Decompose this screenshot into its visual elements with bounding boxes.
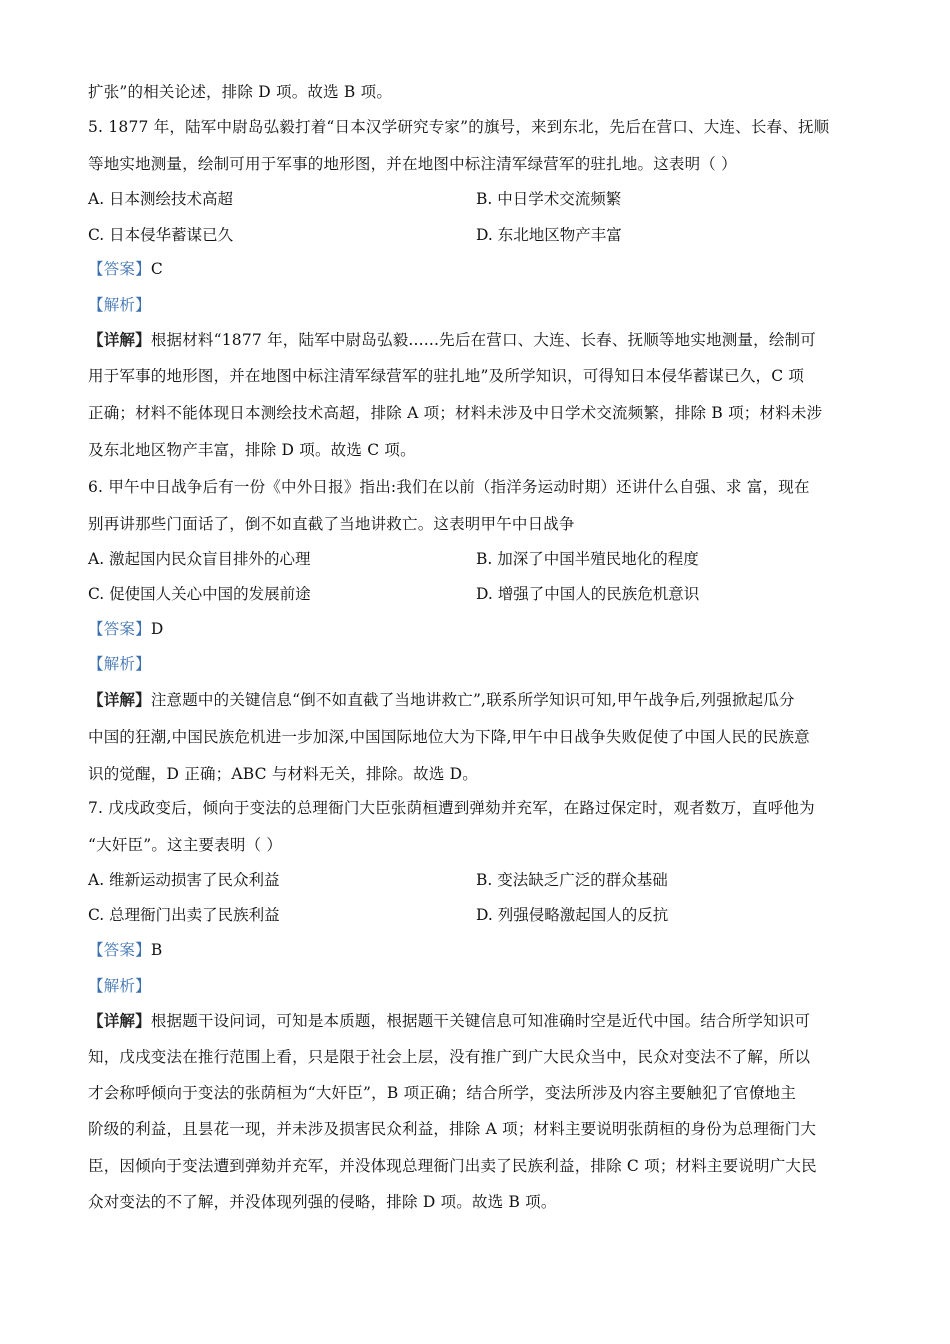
q5-answer-value: C [150,260,163,278]
q5-answer [88,259,868,279]
q5-stem-line-2: 等地实地测量，绘制可用于军事的地形图，并在地图中标注清军绿营军的驻扎地。这表明（ ） [88,155,737,173]
q7-answer [88,940,868,960]
q7-stem-line-2: “大奸臣”。这主要表明（ ） [88,836,283,854]
q6-answer [88,619,868,639]
intro-line: 扩张”的相关论述，排除 D 项。故选 B 项。 [88,83,393,101]
answer-tag: 【答案】 [88,941,151,959]
q6-detail-line-3: 识的觉醒，D 正确；ABC 与材料无关，排除。故选 D。 [88,765,478,783]
q6-option-d: D. 增强了中国人的民族危机意识 [476,585,700,603]
q6-answer-value: D [150,620,164,638]
detail-tag: 【详解】 [88,690,151,709]
q5-analysis-tag [88,295,868,315]
q5-option-d: D. 东北地区物产丰富 [476,226,622,244]
answer-tag: 【答案】 [88,620,151,638]
detail-tag: 【详解】 [88,330,151,349]
q7-answer-value: B [150,941,163,959]
q5-detail-line-2: 用于军事的地形图，并在地图中标注清军绿营军的驻扎地”及所学知识，可得知日本侵华蓄谋已久，C 项 [88,367,805,385]
detail-tag: 【详解】 [88,1011,151,1030]
q7-detail-line-2: 知，戊戌变法在推行范围上看，只是限于社会上层，没有推广到广大民众当中，民众对变法不了解，所以 [88,1048,811,1066]
q7-option-c: C. 总理衙门出卖了民族利益 [88,906,280,924]
q7-analysis-tag [88,976,868,996]
q5-option-c: C. 日本侵华蓄谋已久 [88,226,234,244]
q6-detail-line-2: 中国的狂潮,中国民族危机进一步加深,中国国际地位大为下降,甲午中日战争失败促使了中国人民的民族意 [88,728,810,746]
q5-option-a: A. 日本测绘技术高超 [88,190,234,208]
q7-option-d: D. 列强侵略激起国人的反抗 [476,906,669,924]
q5-detail-line-3: 正确；材料不能体现日本测绘技术高超，排除 A 项；材料未涉及中日学术交流频繁，排除 B 项；材料未涉 [88,404,823,422]
answer-tag: 【答案】 [88,260,151,278]
q6-option-b: B. 加深了中国半殖民地化的程度 [476,550,699,568]
q6-option-c: C. 促使国人关心中国的发展前途 [88,585,311,603]
q6-detail-line-1 [88,690,868,710]
q5-detail-text-1: 根据材料“1877 年，陆军中尉岛弘毅......先后在营口、大连、长春、抚顺等地实地测量，绘制可 [150,331,816,349]
q5-detail-line-1 [88,330,868,350]
analysis-tag: 【解析】 [88,296,151,314]
q6-stem-line-1: 6. 甲午中日战争后有一份《中外日报》指出:我们在以前（指洋务运动时期）还讲什么自强、求 富，现在 [88,478,810,496]
q7-detail-line-5: 臣，因倾向于变法遭到弹劾并充军，并没体现总理衙门出卖了民族利益，排除 C 项；材料主要说明广大民 [88,1157,817,1175]
q6-analysis-tag [88,654,868,674]
q7-detail-line-4: 阶级的利益，且昙花一现，并未涉及损害民众利益，排除 A 项；材料主要说明张荫桓的身份为总理衙门大 [88,1120,817,1138]
q7-option-a: A. 维新运动损害了民众利益 [88,871,280,889]
q6-stem-line-2: 别再讲那些门面话了，倒不如直截了当地讲救亡。这表明甲午中日战争 [88,515,575,533]
q5-option-b: B. 中日学术交流频繁 [476,190,622,208]
q7-stem-line-1: 7. 戊戌政变后，倾向于变法的总理衙门大臣张荫桓遭到弹劾并充军，在路过保定时，观者数万，直呼他为 [88,799,815,817]
q7-detail-text-1: 根据题干设问词，可知是本质题，根据题干关键信息可知准确时空是近代中国。结合所学知识可 [150,1012,811,1030]
q6-detail-text-1: 注意题中的关键信息“倒不如直截了当地讲救亡”,联系所学知识可知,甲午战争后,列强掀起瓜分 [150,691,795,709]
q7-detail-line-3: 才会称呼倾向于变法的张荫桓为“大奸臣”，B 项正确；结合所学，变法所涉及内容主要触犯了官僚地主 [88,1084,797,1102]
analysis-tag: 【解析】 [88,655,151,673]
q5-stem-line-1: 5. 1877 年，陆军中尉岛弘毅打着“日本汉学研究专家”的旗号，来到东北，先后在营口、大连、长春、抚顺 [88,118,830,136]
q7-detail-line-1 [88,1011,868,1031]
q5-detail-line-4: 及东北地区物产丰富，排除 D 项。故选 C 项。 [88,441,416,459]
q7-detail-line-6: 众对变法的不了解，并没体现列强的侵略，排除 D 项。故选 B 项。 [88,1193,557,1211]
analysis-tag: 【解析】 [88,977,151,995]
q6-option-a: A. 激起国内民众盲目排外的心理 [88,550,311,568]
q7-option-b: B. 变法缺乏广泛的群众基础 [476,871,668,889]
